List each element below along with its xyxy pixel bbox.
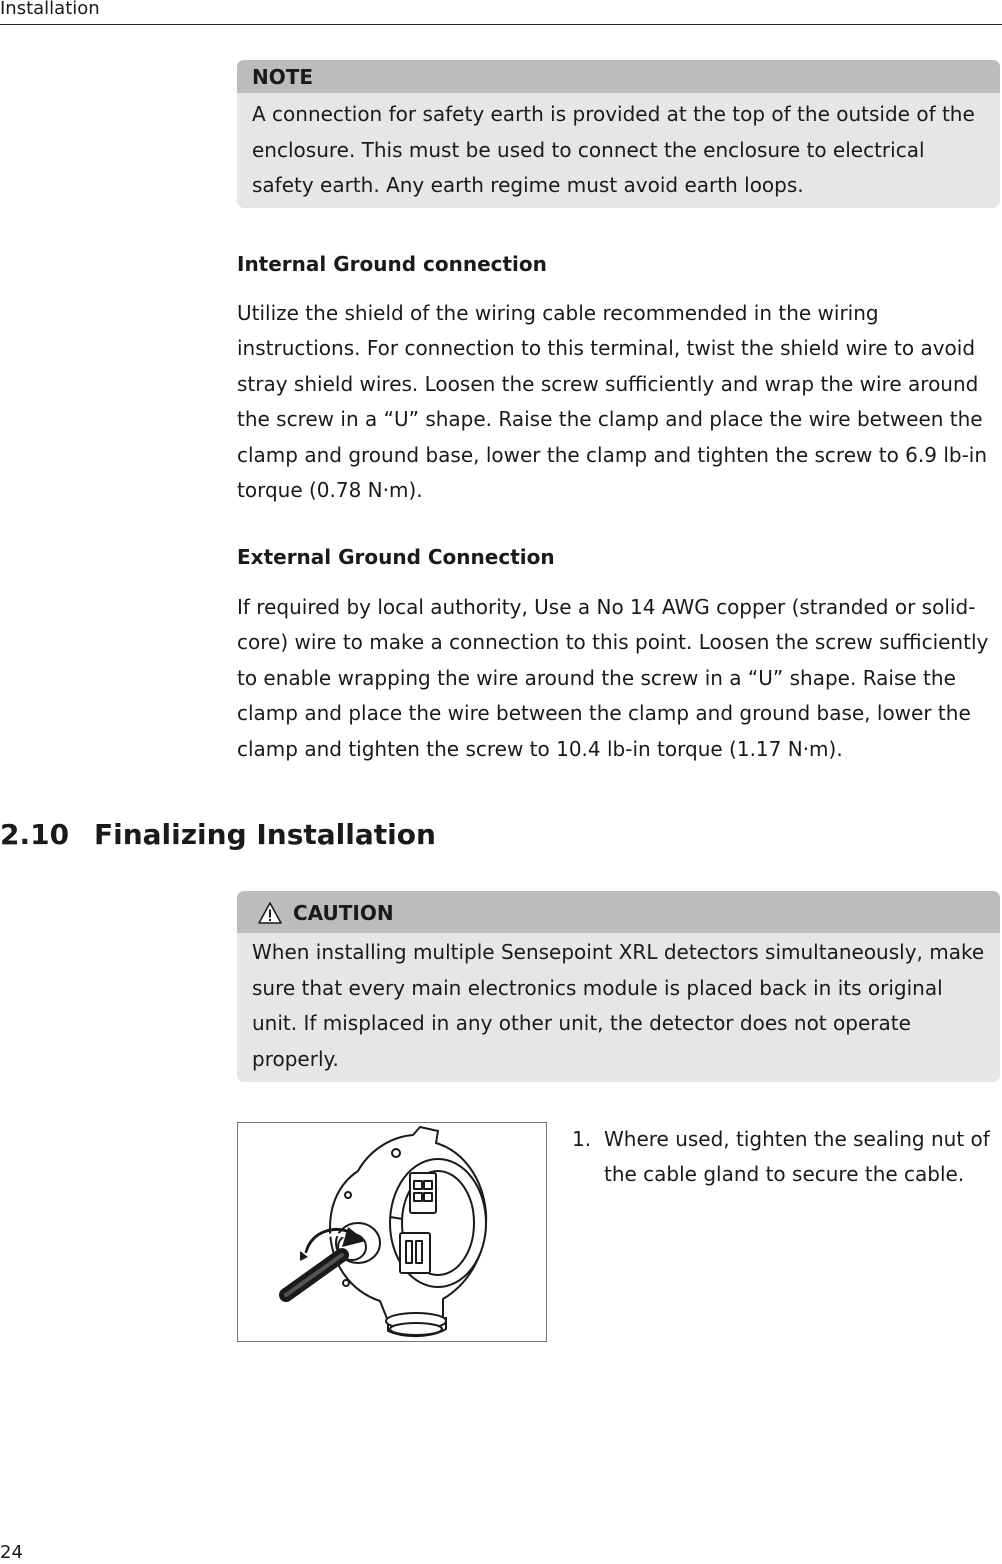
step-text: Where used, tighten the sealing nut of the cable gland to secure the cable. <box>604 1127 990 1186</box>
internal-ground-text: Utilize the shield of the wiring cable recommended in the wiring instructions. For connection to this terminal, twist the shield wire to avoid stray shield wires. Loosen the screw sufficiently and wrap the wire around the screw in a “U” shape. Raise the clamp and place the wire between the clamp and ground base, lower the clamp and tighten the screw to 6.9 lb-in torque (0.78 N·m). <box>237 301 988 503</box>
caution-text: When installing multiple Sensepoint XRL detectors simultaneously, make sure that every main electronics module is placed back in its original unit. If misplaced in any other unit, the detector does not operate properly. <box>252 940 985 1071</box>
note-label: NOTE <box>252 65 314 89</box>
detector-cable-gland-illustration <box>238 1123 546 1341</box>
caution-header <box>237 891 1000 933</box>
external-ground-text: If required by local authority, Use a No 14 AWG copper (stranded or solid-core) wire to make a connection to this point. Loosen the screw sufficiently to enable wrapping the wire around the screw in a “U” shape. Raise the clamp and place the wire between the clamp and ground base, lower the clamp and tighten the screw to 10.4 lb-in torque (1.17 N·m). <box>237 595 989 761</box>
page-number: 24 <box>0 1542 23 1563</box>
section-title: Finalizing Installation <box>94 818 436 851</box>
caution-box <box>237 891 1000 1082</box>
header-section-title: Installation <box>0 0 100 19</box>
warning-triangle-icon <box>257 901 283 925</box>
note-box <box>237 60 1000 208</box>
external-ground-heading: External Ground Connection <box>237 545 555 569</box>
note-text: A connection for safety earth is provided at the top of the outside of the enclosure. This must be used to connect the enclosure to electrical safety earth. Any earth regime must avoid earth loops. <box>252 102 975 197</box>
internal-ground-heading: Internal Ground connection <box>237 252 547 276</box>
step-number: 1. <box>572 1127 592 1151</box>
section-number: 2.10 <box>0 818 70 851</box>
caution-label: CAUTION <box>293 901 394 925</box>
detector-figure <box>237 1122 547 1342</box>
running-header <box>0 0 1002 25</box>
note-header <box>237 60 1000 93</box>
